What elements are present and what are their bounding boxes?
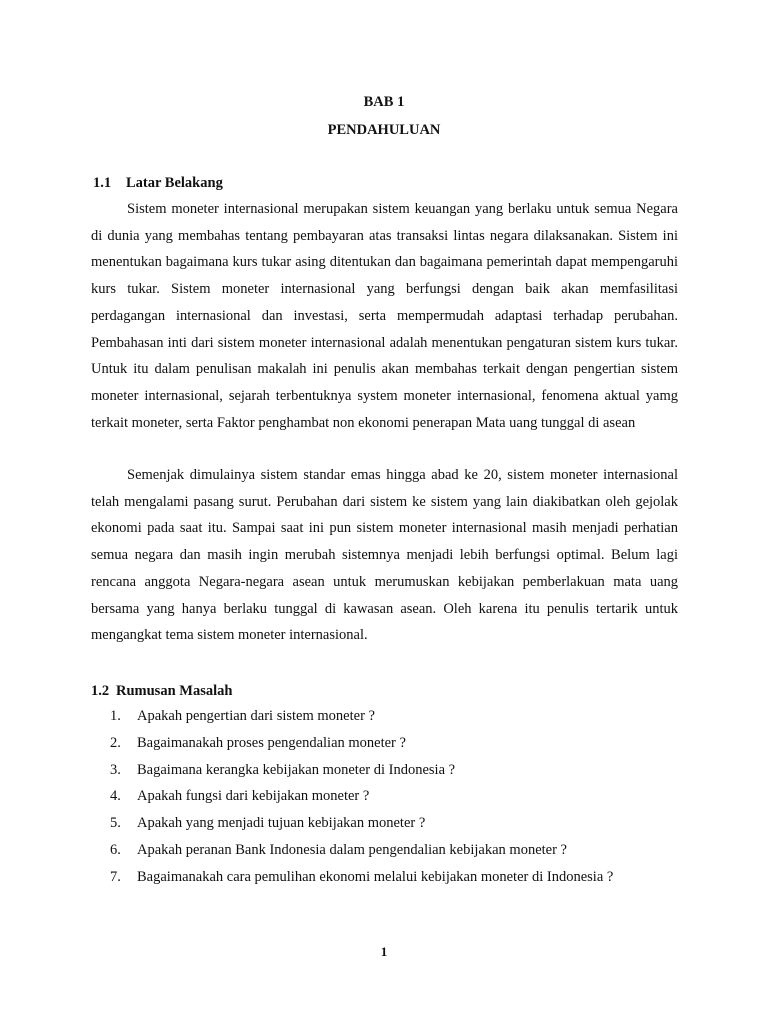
list-item-number: 4.	[110, 788, 121, 805]
list-item-text: Apakah peranan Bank Indonesia dalam pengendalian kebijakan moneter ?	[137, 841, 567, 858]
section-heading-rumusan-masalah	[91, 683, 232, 700]
list-item	[110, 837, 710, 864]
list-item-number: 7.	[110, 868, 121, 885]
paragraph-2: Semenjak dimulainya sistem standar emas hingga abad ke 20, sistem moneter internasional telah mengalami pasang surut. Perubahan dari sistem ke sistem yang lain diakibatkan oleh gejolak ekonomi pada saat itu. Sampai saat ini pun sistem moneter internasional masih menjadi perhatian semua negara dan masih ingin merubah sistemnya menjadi lebih berfungsi optimal. Belum lagi rencana anggota Negara-negara asean untuk merumuskan kebijakan pemberlakuan mata uang bersama yang hanya berlaku tunggal di kawasan asean. Oleh karena itu penulis tertarik untuk mengangkat tema sistem moneter internasional.	[91, 467, 678, 644]
question-list	[110, 703, 710, 891]
chapter-title: PENDAHULUAN	[327, 122, 441, 138]
list-item-text: Apakah pengertian dari sistem moneter ?	[137, 708, 375, 724]
section-number: 1.1	[93, 175, 112, 191]
list-item	[110, 757, 710, 784]
list-item-number: 3.	[110, 761, 121, 778]
list-item-number: 5.	[110, 815, 121, 832]
list-item	[110, 783, 710, 810]
list-item	[110, 703, 710, 730]
paragraph-1: Sistem moneter internasional merupakan sistem keuangan yang berlaku untuk semua Negara di dunia yang membahas tentang pembayaran atas transaksi lintas negara dilaksanakan. Sistem ini menentukan bagaimana kurs tukar asing ditentukan dan bagaimana pemerintah dapat mempengaruhi kurs tukar. Sistem moneter internasional yang berfungsi dengan baik akan memfasilitasi perdagangan internasional dan investasi, serta mempermudah adaptasi terhadap perubahan. Pembahasan inti dari sistem moneter internasional adalah menentukan pengaturan sistem kurs tukar. Untuk itu dalam penulisan makalah ini penulis akan membahas terkait dengan pengertian sistem moneter internasional, sejarah terbentuknya system moneter internasional, fenomena aktual yamg terkait moneter, serta Faktor penghambat non ekonomi penerapan Mata uang tunggal di asean	[91, 201, 678, 431]
section-title: Latar Belakang	[126, 175, 223, 191]
list-item-text: Apakah yang menjadi tujuan kebijakan moneter ?	[137, 815, 426, 832]
page-number: 1	[380, 944, 388, 959]
list-item	[110, 864, 710, 891]
section-heading-latar-belakang	[93, 175, 223, 192]
list-item-text: Bagaimanakah proses pengendalian moneter ?	[137, 734, 406, 751]
list-item	[110, 810, 710, 837]
list-item	[110, 730, 710, 757]
list-item-number: 2.	[110, 734, 121, 751]
list-item-text: Apakah fungsi dari kebijakan moneter ?	[137, 788, 370, 805]
section-title: Rumusan Masalah	[116, 683, 233, 699]
chapter-number: BAB 1	[363, 94, 405, 110]
list-item-text: Bagaimanakah cara pemulihan ekonomi melalui kebijakan moneter di Indonesia ?	[137, 868, 614, 885]
list-item-number: 6.	[110, 841, 121, 858]
list-item-number: 1.	[110, 708, 121, 724]
section-number: 1.2	[91, 683, 110, 699]
list-item-text: Bagaimana kerangka kebijakan moneter di Indonesia ?	[137, 761, 456, 778]
